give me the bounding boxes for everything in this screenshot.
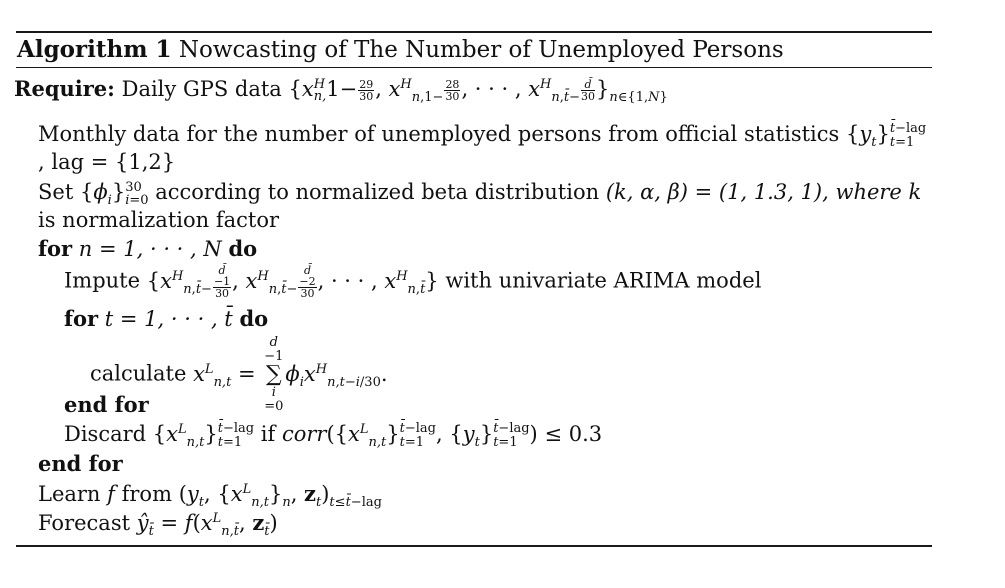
calculate-text: calculate [90,361,187,386]
do-t-keyword: do [239,306,269,331]
discard-text: Discard [64,422,147,446]
learn-from: from [121,482,172,506]
impute-suffix: with univariate ARIMA model [445,268,762,293]
end-for-inner-keyword: end for [64,392,149,417]
algorithm-label: Algorithm 1 [17,36,172,63]
lag-text: , lag = {1,2} [38,150,176,174]
set-prefix: Set [38,180,74,204]
set-cont: is normalization factor [38,208,279,232]
for-t-keyword: for [64,306,99,331]
for-keyword: for [38,236,73,261]
set-weights-line [38,178,921,207]
gps-data-set: {x H n, 1− $\frac{29}{30}$ , $x^H_{n,1-}$ $\frac{28}{30}$ , · · · , $x^H_{n,t̄-}$ $\frac{d̄}{30}$ }$_{n\in\{1,N\}}$ [288,76,668,106]
header-rule [16,67,932,68]
for-n-range: n = 1, · · · , N [78,237,222,261]
corr-function: corr [281,422,327,446]
official-series: $\{y_t\}$ t̄−lag t=1 [846,120,927,151]
forecast-text: Forecast [38,511,131,535]
discard-threshold: ≤ 0.3 [544,422,603,446]
end-for-inner-line [64,391,149,419]
end-for-outer-line [38,450,123,478]
for-t-line [64,305,268,333]
bottom-rule [16,545,932,547]
discard-if: if [260,422,276,446]
impute-prefix: Impute [64,268,141,293]
discard-line [64,420,602,450]
normalization-line [38,206,279,234]
monthly-data-line [38,120,926,150]
set-suffix: according to normalized beta distribution [155,180,600,204]
end-for-outer-keyword: end for [38,451,123,476]
forecast-formula: $ŷ_{t̄} = f(x^L_{n,t̄}$, $z_{t̄}$) [136,510,278,540]
impute-set: {$x^H_{n,t̄-}$ d̄ −1 30 , $x^H_{n,t̄-}$ d̄ −2 30 , · · · , $x^H_{n,t̄}$} [146,264,439,300]
learn-f: f [107,482,115,506]
learn-line [38,480,382,511]
set-params: (k, α, β) = (1, 1.3, 1), where k [605,180,922,204]
require-keyword: Require: [14,76,115,101]
calculate-formula: $x^L_{n,t}$ = d −1 ∑ i =0 $\phi_ix^H_{n,t-i/30}$. [193,335,388,414]
forecast-line [38,509,278,540]
monthly-text: Monthly data for the number of unemployed persons from official statistics [38,122,840,146]
algorithm-caption [17,36,784,64]
top-rule [16,31,932,33]
algorithm-title: Nowcasting of The Number of Unemployed Persons [178,37,784,63]
learn-formula: ($y_t$, $\{x^L_{n,t}\}_n$, $z_t)_{t\le t̄-lag}$ [178,481,382,511]
phi-set: $\{\phi_i\}$ 30 i=0 [79,179,149,209]
correlation-condition: $corr(\{x^L_{n,t}\}$ t̄−lag t=1 , $\{y_t\}$ t̄−lag t=1 ) [281,420,538,451]
do-keyword: do [228,236,258,261]
discard-set: $\{x^L_{n,t}\}$ t̄−lag t=1 [152,420,255,451]
for-n-line [38,235,257,263]
for-t-range: t = 1, · · · , t̄ [104,307,233,331]
learn-text: Learn [38,482,101,506]
lag-line [38,148,175,176]
impute-line [64,265,761,299]
require-line [14,75,668,106]
require-text: Daily GPS data [121,77,282,101]
